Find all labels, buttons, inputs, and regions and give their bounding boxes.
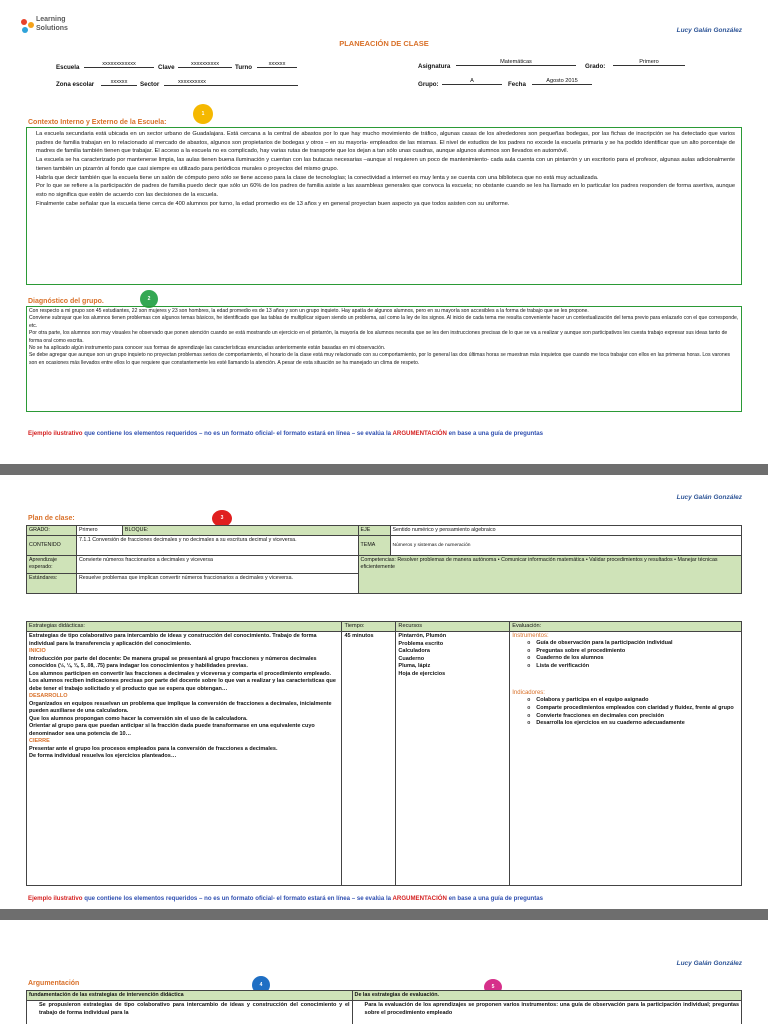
clave-value: xxxxxxxxxx bbox=[178, 60, 232, 68]
plan-table bbox=[26, 525, 742, 594]
inicio-text bbox=[29, 656, 339, 671]
recurso-item: Pluma, lápiz bbox=[398, 663, 431, 669]
step-marker-4: 4 bbox=[252, 976, 270, 994]
step-marker-2: 2 bbox=[140, 290, 158, 308]
footer-note-blue: en base a una guía de preguntas bbox=[446, 895, 544, 902]
inicio-text-a: Introducción por parte del docente: De manera grupal se presentará al grupo fracciones y números decimales conocidos ( bbox=[29, 655, 317, 669]
indicador-item: o Colabora y participa en el equipo asignado bbox=[526, 697, 739, 705]
logo-mark-icon bbox=[20, 18, 36, 36]
recursos-cell bbox=[396, 632, 510, 886]
argumentacion-col2-header: De las estrategias de evaluación. bbox=[352, 991, 741, 1001]
diagnostico-paragraph: Conviene subrayar que los alumnos tienen problemas con algunos temas básicos, he identificado que las tablas de multiplicar siguen siendo un problema, así como la ley de los signos. Al inicio de cada tema me resulta conveniente hacer un contextualización del tema previo para enlazarlo con el que corresponde, etc. bbox=[29, 315, 739, 329]
plan-aprendizaje-label: Aprendizaje esperado: bbox=[27, 556, 77, 574]
fecha-label: Fecha bbox=[508, 81, 526, 88]
contexto-paragraph: Habría que decir también que la escuela tiene un salón de cómputo pero sólo se tiene acceso para la clase de tecnologías; la conectividad a internet es muy lenta y se cuenta con una biblioteca que no está muy actualizada. bbox=[36, 174, 599, 181]
footer-note-blue: que contiene los elementos requeridos – no es un formato oficial- bbox=[82, 895, 275, 902]
grupo-label: Grupo: bbox=[418, 81, 439, 88]
fecha-value: Agosto 2015 bbox=[532, 77, 592, 85]
argumentacion-title: Argumentación bbox=[28, 980, 80, 987]
page-title: PLANEACIÓN DE CLASE bbox=[339, 39, 429, 48]
sector-label: Sector bbox=[140, 81, 160, 88]
desarrollo-text: Que los alumnos propongan como hacer la conversión sin el uso de la calculadora. bbox=[29, 715, 248, 722]
diagnostico-paragraph: No se ha aplicado algún instrumento para conocer sus formas de aprendizaje las características enunciadas anteriormente están basadas en mi observación. bbox=[29, 345, 386, 352]
cierre-label: CIERRE bbox=[29, 738, 50, 744]
footer-note-red: Ejemplo ilustrativo bbox=[28, 895, 83, 902]
inicio-text: Los alumnos reciben indicaciones precisas por parte del docente sobre lo que van a realizar y las características que debe tener el trabajo solicitado y el producto que se espera que obtengan… bbox=[29, 678, 336, 692]
escuela-label: Escuela bbox=[56, 64, 80, 71]
contexto-paragraph: Finalmente cabe señalar que la escuela tiene cerca de 400 alumnos por turno, la edad promedio es de 13 años y en general proyectan buen aspecto ya que todos asisten con su uniforme. bbox=[36, 200, 510, 207]
footer-note bbox=[28, 430, 543, 437]
inicio-text: Los alumnos participen en convertir las fracciones a decimales y viceversa y comparta el procedimiento empleado. bbox=[29, 670, 332, 677]
grado-value: Primero bbox=[613, 58, 685, 66]
plan-bloque-label: BLOQUE: bbox=[124, 527, 149, 533]
turno-label: Turno bbox=[235, 64, 253, 71]
argumentacion-col1-text: Se propusieron estrategias de tipo colaborativo para intercambio de ideas y construcción del conocimiento y el trabajo de forma individual para la bbox=[27, 1001, 353, 1024]
plan-eje-label: EJE bbox=[358, 526, 390, 536]
plan-contenido-value: 7.1.1 Conversión de fracciones decimales y no decimales a su escritura decimal y viceversa. bbox=[76, 536, 358, 556]
learning-solutions-logo bbox=[20, 14, 90, 40]
asignatura-label: Asignatura bbox=[418, 63, 451, 70]
zona-label: Zona escolar bbox=[56, 81, 95, 88]
author-name: Lucy Galán González bbox=[676, 27, 742, 34]
zona-value: xxxxxx bbox=[101, 78, 137, 86]
diagnostico-title: Diagnóstico del grupo. bbox=[28, 298, 104, 305]
indicador-item: o Comparte procedimientos empleados con claridad y fluidez, frente al grupo bbox=[526, 705, 739, 713]
step-marker-3: 3 bbox=[212, 510, 232, 527]
plan-title: Plan de clase: bbox=[28, 515, 75, 522]
inicio-text-b: ) para indagar los conocimientos y habilidades previas. bbox=[102, 663, 248, 669]
desarrollo-text: Orientar al grupo para que puedan anticipar si la fracción dada puede transformarse en una equivalente cuyo denominador sea una potencia de 10… bbox=[29, 723, 315, 737]
argumentacion-col2-text: Para la evaluación de los aprendizajes se proponen varios instrumentos: una guía de observación para la participación individual; preguntas sobre el procedimiento empleado bbox=[352, 1001, 741, 1024]
footer-note-blue: en base a una guía de preguntas bbox=[446, 430, 544, 437]
recursos-header: Recursos bbox=[396, 622, 510, 632]
plan-tema-label: TEMA bbox=[358, 536, 390, 556]
desarrollo-text: Organizados en equipos resuelvan un problema que implique la conversión de fracciones a decimales, inicialmente pueden auxiliarse de una calculadora. bbox=[29, 700, 332, 714]
estrategias-cell bbox=[27, 632, 342, 886]
evaluacion-header: Evaluación: bbox=[510, 622, 742, 632]
inicio-fractions: ½, ¼, ¾, 5, .08, .75 bbox=[59, 663, 103, 669]
indicadores-label: Indicadores: bbox=[512, 690, 545, 697]
estrategias-intro: Estrategias de tipo colaborativo para intercambio de ideas y construcción del conocimiento. Trabajo de forma individual para la transferencia y aplicación del conocimiento. bbox=[29, 633, 317, 647]
instrumentos-label: Instrumentos: bbox=[512, 633, 549, 639]
plan-contenido-label: CONTENIDO bbox=[27, 536, 77, 556]
footer-note bbox=[28, 895, 543, 902]
diagnostico-paragraph: Con respecto a mi grupo son 45 estudiantes, 22 son mujeres y 23 son hombres, la edad promedio es de 13 años y son un grupo inquieto. Hay apatía de algunos alumnos, pero en su mayoría son accesibles a la forma de trabajo que se les propone. bbox=[29, 308, 589, 314]
instrumento-item: o Lista de verificación bbox=[526, 663, 739, 671]
recurso-item: Hoja de ejercicios bbox=[398, 670, 446, 677]
step-marker-5: 5 bbox=[484, 979, 502, 995]
footer-note-red: ARGUMENTACIÓN bbox=[392, 895, 447, 902]
diagnostico-box bbox=[26, 306, 742, 412]
step-marker-1: 1 bbox=[193, 104, 213, 124]
footer-note-blue: que contiene los elementos requeridos – no es un formato oficial- bbox=[82, 430, 275, 437]
author-name: Lucy Galán González bbox=[676, 494, 742, 501]
recurso-item: Problema escrito bbox=[398, 640, 444, 647]
argumentacion-table bbox=[26, 990, 742, 1024]
plan-grado-label: GRADO: bbox=[27, 526, 77, 536]
page-3 bbox=[0, 920, 768, 1024]
plan-competencias: Competencias: Resolver problemas de manera autónoma • Comunicar información matemática • Validar procedimientos y resultados • Manejar técnicas eficientemente bbox=[358, 556, 741, 594]
footer-note-red: ARGUMENTACIÓN bbox=[392, 430, 447, 437]
inicio-label: INICIO bbox=[29, 648, 46, 654]
recurso-item: Cuaderno bbox=[398, 655, 425, 662]
estrategias-table bbox=[26, 621, 742, 886]
tiempo-cell bbox=[342, 632, 396, 886]
instrumento-item: o Preguntas sobre el procedimiento bbox=[526, 648, 739, 656]
contexto-paragraph: La escuela se ha caracterizado por mantenerse limpia, las aulas tienen buena iluminación y cuentan con las butacas necesarias –aunque sí requieren un poco de mantenimiento- cada aula cuenta con un pintarrón y un escritorio para el profesor, algunas aulas adicionalmente tienen también un pizarrón al fondo que casi siempre es utilizado para periódicos murales o proyectos del mismo grupo. bbox=[36, 157, 735, 172]
plan-eje-value: Sentido numérico y pensamiento algebraico bbox=[390, 526, 741, 536]
clave-label: Clave bbox=[158, 64, 175, 71]
author-name: Lucy Galán González bbox=[676, 960, 742, 967]
argumentacion-col1-header: fundamentación de las estrategias de intervención didáctica bbox=[27, 991, 353, 1001]
cierre-text: De forma individual resuelva los ejercicios planteados… bbox=[29, 753, 177, 759]
turno-value: xxxxxx bbox=[257, 60, 297, 68]
estrategias-header: Estrategias didácticas: bbox=[27, 622, 342, 632]
grado-label: Grado: bbox=[585, 63, 606, 70]
contexto-title: Contexto Interno y Externo de la Escuela: bbox=[28, 119, 167, 126]
evaluacion-cell bbox=[510, 632, 742, 886]
contexto-box bbox=[26, 127, 742, 285]
recurso-item: Calculadora bbox=[398, 648, 430, 654]
indicador-item: o Desarrolla los ejercicios en su cuaderno adecuadamente bbox=[526, 720, 739, 728]
diagnostico-paragraph: Se debe agregar que aunque son un grupo inquieto no proyectan problemas serios de comportamiento, el horario de la clase está muy relacionado con su comportamiento, por lo general las dos últimas horas se muestran más inquietos que cuando me toca trabajar con ellos en las primeras horas. Los varones son en ocasiones más llevados entre ellos lo que requiere que constantemente les esté llamando la atención. A pesar de esta situación se ha manejado un clima de respeto. bbox=[29, 352, 731, 366]
page-2 bbox=[0, 475, 768, 909]
logo-text-line2: Solutions bbox=[36, 25, 68, 32]
plan-bloque-cell bbox=[122, 526, 358, 536]
desarrollo-label: DESARROLLO bbox=[29, 693, 68, 699]
footer-note-red: Ejemplo ilustrativo bbox=[28, 430, 83, 437]
escuela-value: xxxxxxxxxxxx bbox=[84, 60, 154, 68]
tiempo-header: Tiempo: bbox=[342, 622, 396, 632]
tiempo-value: 45 minutos bbox=[344, 633, 374, 639]
plan-grado-value: Primero bbox=[76, 526, 122, 536]
diagnostico-paragraph: Por otra parte, los alumnos son muy visuales he observado que ponen atención cuando se está mostrando un ejercicio en el pintarrón, la mayoría de los alumnos necesita que se les den instrucciones precisas de lo que se va a realizar y aunque son participativos les cuesta trabajo expresar sus ideas tanto de forma oral como escrita. bbox=[29, 330, 728, 344]
instrumento-item: o Cuaderno de los alumnos bbox=[526, 655, 739, 663]
recurso-item: Pintarrón, Plumón bbox=[398, 633, 447, 639]
instrumento-item: o Guía de observación para la participación individual bbox=[526, 640, 739, 648]
logo-text-line1: Learning bbox=[36, 16, 66, 23]
footer-note-blue: el formato estará en línea – se evalúa la bbox=[274, 895, 393, 902]
sector-value: xxxxxxxxxx bbox=[164, 78, 298, 86]
plan-tema-value: Números y sistemas de numeración bbox=[390, 536, 741, 556]
grupo-value: A bbox=[442, 77, 502, 85]
contexto-paragraph: Por lo que se refiere a la participación de padres de familia puedo decir que sólo un 60% de los padres de familia asiste a las asambleas generales que convoca la escuela; no obstante cuando se les ha llamado en lo particular los padres responden de forma asertiva, aunque esto no significa que estén de acuerdo con las decisiones de la escuela. bbox=[36, 183, 735, 198]
contexto-paragraph: La escuela secundaria está ubicada en un sector urbano de Guadalajara. Está cercana a la central de abastos por lo que hay mucho movimiento de tráfico, algunas casas de los alrededores son pequeñas bodegas, por las fichas de inscripción se ha detectado que varios padres de familia trabajan en lo relacionado al mercado de abastos, algunos son propietarios de bodegas y otros – en su mayoría- empleados de las mismas. El nivel de estudios de los padres no excede la escuela primaria y se ha podido identificar que un alto porcentaje de madres de familia también tienen que trabajar. El acceso a la escuela no es complicado, hay varias rutas de transporte que los dejan a tan sólo unas cuadras, aunque algunos alumnos son llevados en automóvil. bbox=[36, 131, 735, 155]
page-1 bbox=[0, 0, 768, 464]
footer-note-blue: el formato estará en línea – se evalúa la bbox=[274, 430, 393, 437]
indicador-item: o Convierte fracciones en decimales con precisión bbox=[526, 713, 739, 721]
cierre-text: Presentar ante el grupo los procesos empleados para la conversión de fracciones a decimales. bbox=[29, 745, 278, 752]
plan-estandares-value: Resuelve problemas que implican convertir números fraccionarios a decimales y viceversa. bbox=[76, 574, 358, 594]
plan-estandares-label: Estándares: bbox=[27, 574, 77, 594]
plan-aprendizaje-value: Convierte números fraccionarios a decimales y viceversa bbox=[76, 556, 358, 574]
asignatura-value: Matemáticas bbox=[456, 58, 576, 66]
